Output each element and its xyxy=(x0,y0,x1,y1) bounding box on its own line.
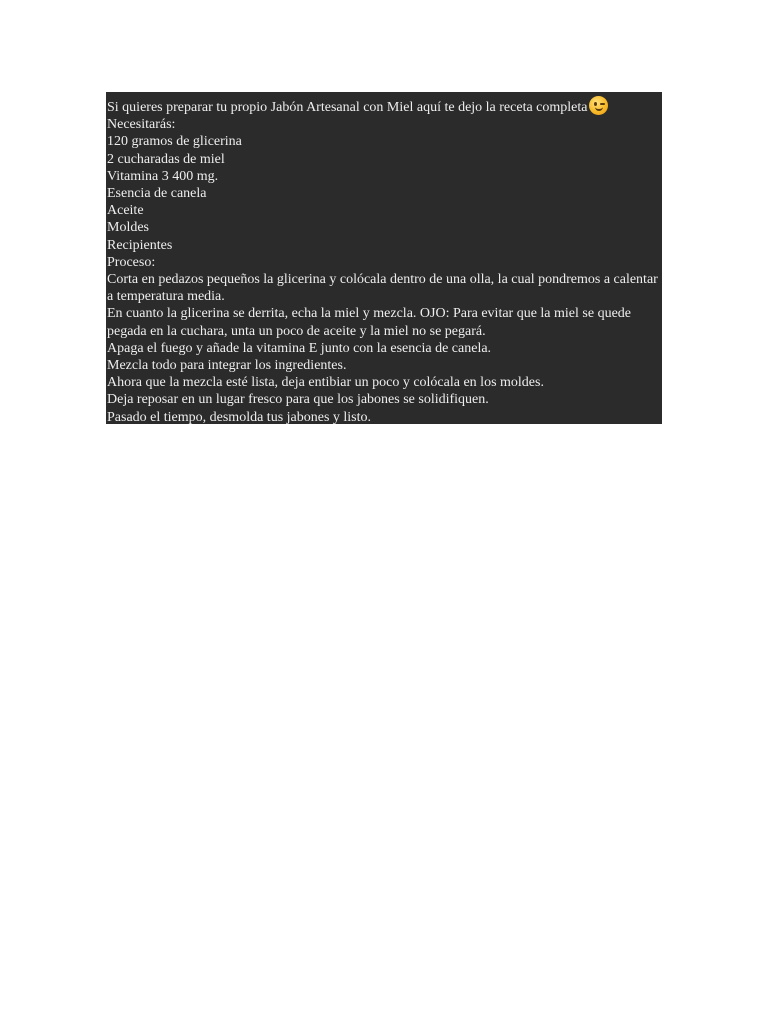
process-step: Pasado el tiempo, desmolda tus jabones y listo. xyxy=(107,409,372,424)
ingredient-item: Recipientes xyxy=(107,237,173,253)
process-step: En cuanto la glicerina se derrita, echa la miel y mezcla. OJO: Para evitar que la miel se quede pegada en la cuchara, unta un poco de aceite y la miel no se pegará. xyxy=(107,306,631,339)
ingredient-item: 120 gramos de glicerina xyxy=(107,134,242,150)
ingredient-item: Vitamina 3 400 mg. xyxy=(107,168,219,184)
process-step: Ahora que la mezcla esté lista, deja entibiar un poco y colócala en los moldes. xyxy=(107,375,544,391)
ingredient-item: Moldes xyxy=(107,220,149,236)
ingredient-item: Aceite xyxy=(107,203,144,219)
needs-heading: Necesitarás: xyxy=(107,117,176,133)
ingredient-item: 2 cucharadas de miel xyxy=(107,151,225,167)
recipe-text-block xyxy=(106,92,662,424)
process-heading: Proceso: xyxy=(107,254,156,270)
ingredient-item: Esencia de canela xyxy=(107,186,207,202)
process-step: Mezcla todo para integrar los ingredientes. xyxy=(107,358,347,374)
intro-text: Si quieres preparar tu propio Jabón Artesanal con Miel aquí te dejo la receta completa xyxy=(107,100,588,115)
process-step: Corta en pedazos pequeños la glicerina y colócala dentro de una olla, la cual pondremos a calentar a temperatura media. xyxy=(107,272,658,305)
process-step: Apaga el fuego y añade la vitamina E junto con la esencia de canela. xyxy=(107,340,492,356)
intro-line xyxy=(107,96,662,116)
winking-face-icon xyxy=(589,96,608,115)
process-step: Deja reposar en un lugar fresco para que los jabones se solidifiquen. xyxy=(107,392,489,408)
